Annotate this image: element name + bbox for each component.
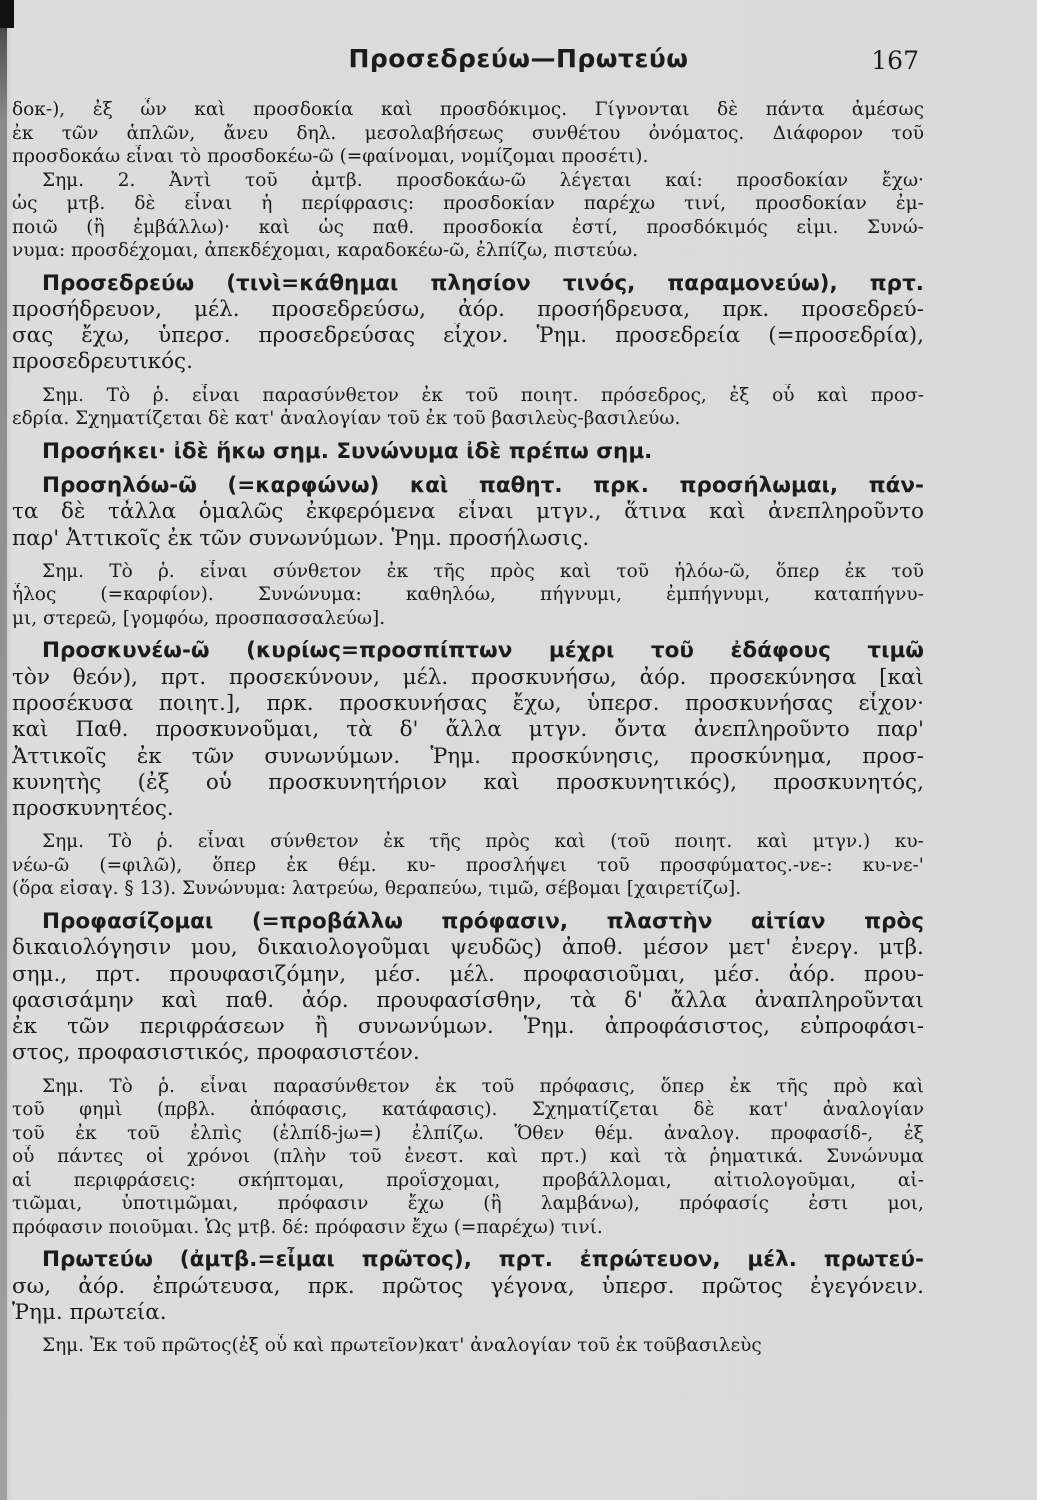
text-line: (ὅρα εἰσαγ. § 13). Συνώνυμα: λατρεύω, θεραπεύω, τιμῶ, σέβομαι [χαιρετίζω]. bbox=[12, 878, 742, 900]
text-line: Ῥημ. πρωτεία. bbox=[12, 1299, 167, 1325]
text-line: σημ., πρτ. προυφασιζόμην, μέσ. μέλ. προφασιοῦμαι, μέσ. ἀόρ. πρου- bbox=[12, 961, 924, 987]
page-header bbox=[0, 44, 1037, 84]
entry-heading: Προσηλόω-ῶ (=καρφώνω) καὶ παθητ. πρκ. προσήλωμαι, πάν- bbox=[42, 472, 924, 498]
text-line: Σημ. Τὸ ῥ. εἶναι παρασύνθετον ἐκ τοῦ ποιητ. πρόσεδρος, ἐξ οὗ καὶ προσ- bbox=[42, 384, 924, 406]
text-line: εδρία. Σχηματίζεται δὲ κατ' ἀναλογίαν τοῦ ἐκ τοῦ βασιλεὺς-βασιλεύω. bbox=[12, 408, 681, 430]
text-line: ποιῶ (ἢ ἐμβάλλω)· καὶ ὡς παθ. προσδοκία ἐστί, προσδόκιμός εἰμι. Συνώ- bbox=[12, 216, 924, 238]
text-line: προσκυνητέος. bbox=[12, 796, 174, 822]
text-line: προσδοκάω εἶναι τὸ προσδοκέω-ῶ (=φαίνομαι, νομίζομαι προσέτι). bbox=[12, 146, 649, 167]
text-line: ἐκ τῶν περιφράσεων ἢ συνωνύμων. Ῥημ. ἀπροφάσιστος, εὐπροφάσι- bbox=[12, 1014, 924, 1040]
entry-heading: Πρωτεύω (ἀμτβ.=εἶμαι πρῶτος), πρτ. ἐπρώτευον, μέλ. πρωτεύ- bbox=[42, 1247, 924, 1273]
text-line: Σημ. Τὸ ῥ. εἶναι σύνθετον ἐκ τῆς πρὸς καὶ τοῦ ἡλόω-ῶ, ὅπερ ἐκ τοῦ bbox=[42, 560, 924, 582]
text-line: δικαιολόγησιν μου, δικαιολογοῦμαι ψευδῶς) ἀποθ. μέσον μετ' ἐνεργ. μτβ. bbox=[12, 935, 924, 961]
text-line: κυνητὴς (ἐξ οὗ προσκυνητήριον καὶ προσκυνητικός), προσκυνητός, bbox=[12, 769, 924, 795]
text-line: Σημ. Τὸ ῥ. εἶναι παρασύνθετον ἐκ τοῦ πρόφασις, ὅπερ ἐκ τῆς πρὸ καὶ bbox=[42, 1075, 924, 1097]
text-line: Σημ. 2. Ἀντὶ τοῦ ἀμτβ. προσδοκάω-ῶ λέγεται καί: προσδοκίαν ἔχω· bbox=[42, 169, 924, 191]
text-line: νέω-ῶ (=φιλῶ), ὅπερ ἐκ θέμ. κυ- προσλήψει τοῦ προσφύματος.-νε-: κυ-νε-' bbox=[12, 854, 924, 876]
text-line: τὸν θεόν), πρτ. προσεκύνουν, μέλ. προσκυνήσω, ἀόρ. προσεκύνησα [καὶ bbox=[12, 664, 924, 690]
text-line: σας ἔχω, ὑπερσ. προσεδρεύσας εἶχον. Ῥημ. προσεδρεία (=προσεδρία), bbox=[12, 323, 924, 349]
text-line: Σημ. Τὸ ῥ. εἶναι σύνθετον ἐκ τῆς πρὸς καὶ (τοῦ ποιητ. καὶ μτγν.) κυ- bbox=[42, 831, 924, 853]
text-line: τιῶμαι, ὑποτιμῶμαι, πρόφασιν ἔχω (ἢ λαμβάνω), πρόφασίς ἐστι μοι, bbox=[12, 1193, 924, 1215]
text-line: οὗ πάντες οἱ χρόνοι (πλὴν τοῦ ἐνεστ. καὶ πρτ.) καὶ τὰ ῥηματικά. Συνώνυμα bbox=[12, 1146, 924, 1168]
page-number: 167 bbox=[871, 46, 919, 75]
text-line: μι, στερεῶ, [γομφόω, προσπασσαλεύω]. bbox=[12, 607, 386, 629]
text-line: Ἀττικοῖς ἐκ τῶν συνωνύμων. Ῥημ. προσκύνησις, προσκύνημα, προσ- bbox=[12, 743, 924, 769]
page-binding-edge bbox=[0, 0, 7, 1500]
text-line: σω, ἀόρ. ἐπρώτευσα, πρκ. πρῶτος γέγονα, ὑπερσ. πρῶτος ἐγεγόνειν. bbox=[12, 1273, 924, 1299]
entry-heading: Προσήκει· ἰδὲ ἥκω σημ. Συνώνυμα ἰδὲ πρέπω σημ. bbox=[42, 438, 653, 464]
text-line: δοκ-), ἐξ ὧν καὶ προσδοκία καὶ προσδόκιμος. Γίγνονται δὲ πάντα ἀμέσως bbox=[12, 99, 924, 120]
text-line: νυμα: προσδέχομαι, ἀπεκδέχομαι, καραδοκέω-ῶ, ἐλπίζω, πιστεύω. bbox=[12, 240, 638, 261]
text-line: προσέκυσα ποιητ.], πρκ. προσκυνήσας ἔχω, ὑπερσ. προσκυνήσας εἶχον· bbox=[12, 690, 924, 716]
text-line: ἐκ τῶν ἁπλῶν, ἄνευ δηλ. μεσολαβήσεως συνθέτου ὀνόματος. Διάφορον τοῦ bbox=[12, 122, 924, 144]
page-text bbox=[12, 98, 924, 1358]
text-line: πρόφασιν ποιοῦμαι. Ὡς μτβ. δέ: πρόφασιν ἔχω (=παρέχω) τινί. bbox=[12, 1216, 603, 1238]
entry-heading: Προφασίζομαι (=προβάλλω πρόφασιν, πλαστὴν αἰτίαν πρὸς bbox=[42, 908, 924, 934]
text-line: προσήδρευον, μέλ. προσεδρεύσω, ἀόρ. προσήδρευσα, πρκ. προσεδρεύ- bbox=[12, 296, 924, 322]
text-line: στος, προφασιστικός, προφασιστέον. bbox=[12, 1040, 420, 1066]
text-line: καὶ Παθ. προσκυνοῦμαι, τὰ δ' ἄλλα μτγν. ὄντα ἀνεπληροῦντο παρ' bbox=[12, 717, 924, 743]
text-line: αἱ περιφράσεις: σκήπτομαι, προΐσχομαι, προβάλλομαι, αἰτιολογοῦμαι, αἰ- bbox=[12, 1169, 924, 1191]
text-line: τοῦ φημὶ (πρβλ. ἀπόφασις, κατάφασις). Σχηματίζεται δὲ κατ' ἀναλογίαν bbox=[12, 1099, 924, 1121]
page-corner-mark bbox=[0, 0, 14, 28]
entry-heading: Προσεδρεύω (τινὶ=κάθημαι πλησίον τινός, παραμονεύω), πρτ. bbox=[42, 270, 924, 296]
text-line: ἧλος (=καρφίον). Συνώνυμα: καθηλόω, πήγνυμι, ἐμπήγνυμι, καταπήγνυ- bbox=[12, 584, 924, 606]
text-line: παρ' Ἀττικοῖς ἐκ τῶν συνωνύμων. Ῥημ. προσήλωσις. bbox=[12, 525, 590, 551]
running-title: Προσεδρεύω—Πρωτεύω bbox=[348, 44, 689, 73]
text-line: Σημ. Ἐκ τοῦ πρῶτος(ἐξ οὗ καὶ πρωτεῖον)κατ' ἀναλογίαν τοῦ ἐκ τοῦβασιλεὺς bbox=[42, 1335, 762, 1357]
text-line: προσεδρευτικός. bbox=[12, 349, 193, 375]
text-line: τα δὲ τἆλλα ὁμαλῶς ἐκφερόμενα εἶναι μτγν., ἅτινα καὶ ἀνεπληροῦντο bbox=[12, 499, 924, 525]
text-line: τοῦ ἐκ τοῦ ἐλπὶς (ἐλπίδ-jω=) ἐλπίζω. Ὅθεν θέμ. ἀναλογ. προφασίδ-, ἐξ bbox=[12, 1122, 924, 1144]
entry-heading: Προσκυνέω-ῶ (κυρίως=προσπίπτων μέχρι τοῦ ἐδάφους τιμῶ bbox=[42, 638, 924, 664]
text-line: φασισάμην καὶ παθ. ἀόρ. προυφασίσθην, τὰ δ' ἄλλα ἀναπληροῦνται bbox=[12, 987, 924, 1013]
text-line: ὡς μτβ. δὲ εἶναι ἡ περίφρασις: προσδοκίαν παρέχω τινί, προσδοκίαν ἐμ- bbox=[12, 193, 924, 214]
